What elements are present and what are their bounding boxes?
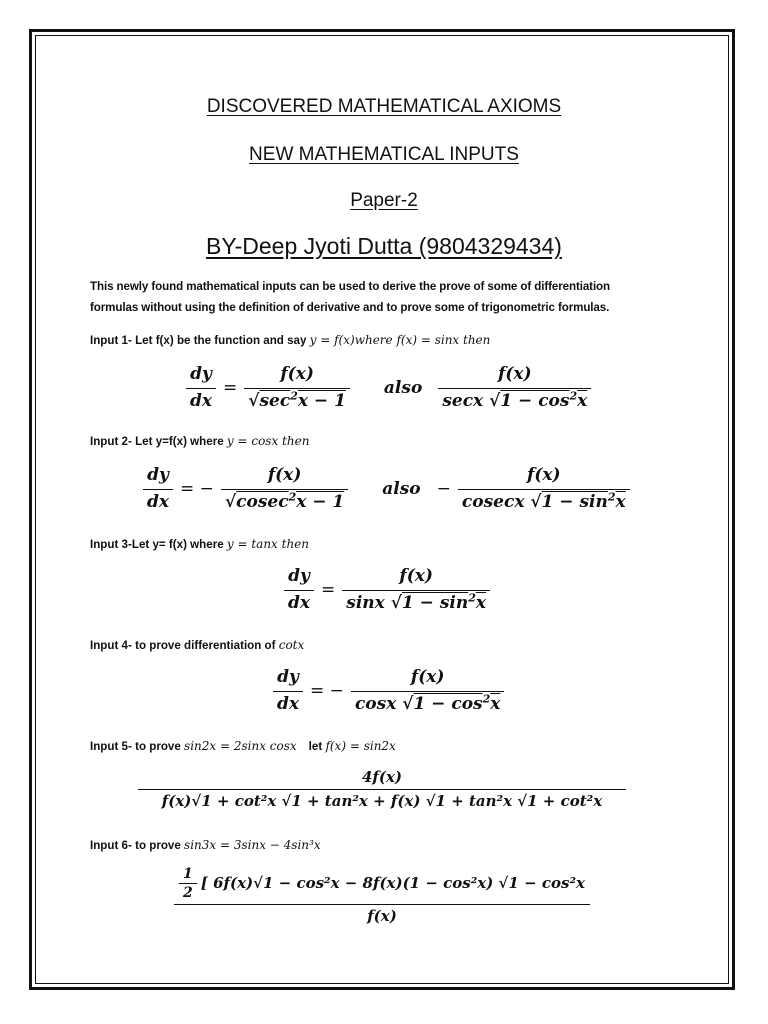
author-line: BY-Deep Jyoti Dutta (9804329434)	[206, 233, 562, 259]
fraction-rhs: $\frac{f(x)}{\cos x √1 - \cos^2x}$	[351, 668, 504, 714]
fraction-dy-dx: $\frac{dy}{dx}$	[273, 668, 303, 714]
fraction-dy-dx: $\frac{dy}{dx}$	[143, 466, 173, 512]
fraction-rhs: $\frac{f(x)}{\sin x √1 - \sin^2x}$	[342, 567, 490, 613]
input-5-label: Input 5- to prove sin2x = 2sinx cosx let f(x) = sin2x	[90, 739, 396, 753]
fraction-rhs: $\frac{f(x)}{√\sec^2x - 1}$	[244, 365, 350, 411]
input-3-label: Input 3-Let y= f(x) where y = tanx then	[90, 537, 310, 551]
equation-3: $\frac{dy}{dx}$ = $\frac{f(x)}{\sin x √1 - \sin^2x}$	[284, 567, 490, 613]
title-inputs: NEW MATHEMATICAL INPUTS	[249, 144, 519, 165]
title-paper: Paper-2	[350, 190, 418, 211]
fraction-dy-dx: $\frac{dy}{dx}$	[186, 365, 216, 411]
equation-6	[174, 866, 590, 925]
intro-line-2: formulas without using the definition of derivative and to prove some of trigonometric formulas.	[90, 301, 610, 314]
fraction-half: $\frac{1}{2}$	[179, 866, 197, 901]
intro-paragraph	[90, 276, 690, 318]
title-axioms: DISCOVERED MATHEMATICAL AXIOMS	[206, 96, 562, 117]
equation-5	[138, 769, 626, 811]
intro-line-1: This newly found mathematical inputs can be used to derive the prove of some of differentiation	[90, 280, 611, 293]
input-2-label: Input 2- Let y=f(x) where y = cosx then	[90, 434, 310, 448]
equation-2: $\frac{dy}{dx}$ = − $\frac{f(x)}{√cosec^2x - 1}$ also − $\frac{f(x)}{cosecx √1 - \sin^2x}$	[143, 466, 630, 512]
input-1-label: Input 1- Let f(x) be the function and say y = f(x)where f(x) = sinx then	[90, 333, 491, 347]
fraction-sin3x: $\frac{1}{2}$ [ 6f(x)√1 − cos²x − 8f(x)(1 − cos²x) √1 − cos²x f(x)	[174, 866, 590, 925]
equation-1: $\frac{dy}{dx}$ = $\frac{f(x)}{√\sec^2x - 1}$ also $\frac{f(x)}{\sec x √1 - \cos^2x}$	[186, 365, 591, 411]
input-4-label: Input 4- to prove differentiation of cotx	[90, 638, 305, 652]
fraction-rhs: $\frac{f(x)}{√cosec^2x - 1}$	[221, 466, 348, 512]
input-6-label: Input 6- to prove sin3x = 3sinx − 4sin³x	[90, 838, 321, 852]
equation-4: $\frac{dy}{dx}$ = − $\frac{f(x)}{\cos x √1 - \cos^2x}$	[273, 668, 504, 714]
fraction-alt: $\frac{f(x)}{\sec x √1 - \cos^2x}$	[438, 365, 591, 411]
fraction-alt: $\frac{f(x)}{cosecx √1 - \sin^2x}$	[458, 466, 630, 512]
fraction-sin2x: $\frac{4f(x)}{\text{f(x)√1 + cot²x √1 + tan²x + f(x) √1 + tan²x √1 + cot²x}}$	[138, 769, 626, 811]
fraction-dy-dx: $\frac{dy}{dx}$	[284, 567, 314, 613]
